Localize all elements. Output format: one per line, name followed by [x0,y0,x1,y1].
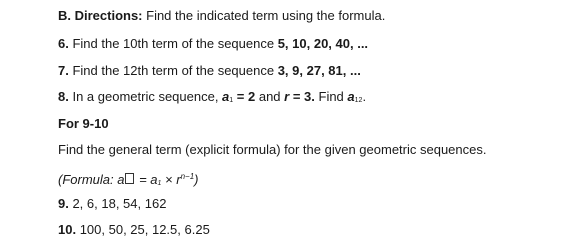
instruction-text: Find the general term (explicit formula) for the given geometric sequences. [58,142,487,157]
missing-glyph-box [125,173,134,184]
directions-text: Find the indicated term using the formula. [142,8,386,23]
item-8-find-variable: a [347,89,355,104]
item-10 [58,222,210,238]
formula-exponent: n−1 [180,172,195,181]
formula-mid: = a [135,172,158,187]
formula-subscript: 1 [157,180,162,187]
item-8-find: Find [314,89,348,104]
item-8-r-value: = 3. [289,89,315,104]
formula-close: ) [194,172,199,187]
item-7 [58,63,361,79]
item-10-number: 10. [58,222,77,237]
item-8-text: In a geometric sequence, [68,89,223,104]
item-8-number: 8. [58,89,69,104]
item-8-a-value: = 2 [233,89,256,104]
item-6 [58,36,368,52]
item-6-sequence: 5, 10, 20, 40, ... [277,36,369,51]
item-7-number: 7. [58,63,69,78]
directions-label: B. Directions: [58,8,143,23]
item-8-a-subscript: 1 [229,97,234,104]
item-10-text: 100, 50, 25, 12.5, 6.25 [76,222,210,237]
item-7-sequence: 3, 9, 27, 81, ... [277,63,361,78]
item-9 [58,196,166,212]
item-8-r-variable: r [284,89,290,104]
directions-line [58,8,385,24]
item-6-number: 6. [58,36,69,51]
item-8-find-subscript: 12 [354,97,363,104]
formula-line [58,169,199,192]
item-8 [58,89,366,109]
item-7-text: Find the 12th term of the sequence [68,63,278,78]
item-9-text: 2, 6, 18, 54, 162 [68,196,167,211]
formula-open: (Formula: a [58,172,125,187]
item-9-number: 9. [58,196,69,211]
item-8-period: . [362,89,367,104]
item-8-a-variable: a [222,89,230,104]
item-8-and: and [255,89,285,104]
formula-times: × r [161,172,181,187]
for-heading: For 9-10 [58,116,109,131]
item-6-text: Find the 10th term of the sequence [68,36,278,51]
